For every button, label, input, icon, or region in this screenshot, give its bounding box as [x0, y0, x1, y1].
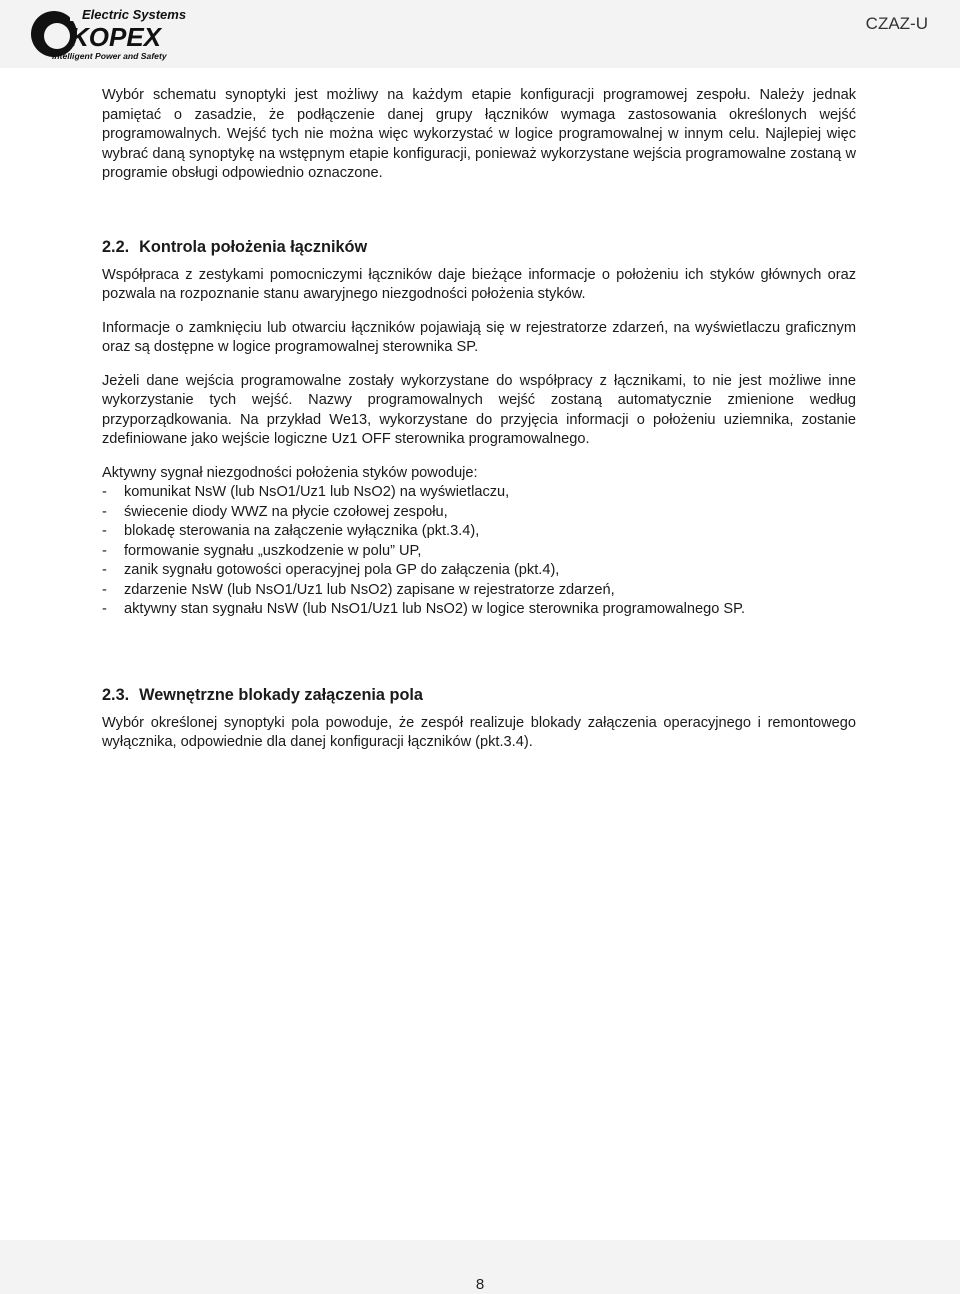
section-number: 2.2.	[102, 237, 130, 256]
list-item: - blokadę sterowania na załączenie wyłącznika (pkt.3.4),	[102, 522, 856, 542]
document-code: CZAZ-U	[865, 14, 928, 33]
list-intro: Aktywny sygnał niezgodności położenia styków powoduje:	[102, 464, 478, 481]
list-item: - formowanie sygnału „uszkodzenie w polu” UP,	[102, 542, 856, 562]
logo-tagline-bottom: Intelligent Power and Safety	[52, 51, 167, 61]
list-item: - zanik sygnału gotowości operacyjnej pola GP do załączenia (pkt.4),	[102, 561, 856, 581]
logo-brand: KOPEX	[70, 22, 162, 52]
section-2-3-heading	[102, 684, 856, 706]
list-item: - aktywny stan sygnału NsW (lub NsO1/Uz1 lub NsO2) w logice sterownika programowalnego SP.	[102, 600, 856, 620]
intro-text-2: Najlepiej więc wybrać daną synoptykę na wstępnym etapie konfiguracji, ponieważ wykorzystane wejścia programowalne zostaną w programie obsługi odpowiednio oznaczone.	[102, 126, 856, 181]
list-item: - komunikat NsW (lub NsO1/Uz1 lub NsO2) na wyświetlaczu,	[102, 483, 856, 503]
page-content	[102, 86, 856, 753]
kopex-logo	[30, 2, 200, 64]
intro-paragraph	[102, 86, 856, 184]
paragraph: Współpraca z zestykami pomocniczymi łączników daje bieżące informacje o położeniu ich styków głównych oraz pozwala na rozpoznanie stanu awaryjnego niezgodności położenia styków.	[102, 266, 856, 302]
section-title: Wewnętrzne blokady załączenia pola	[139, 685, 423, 704]
logo-tagline-top: Electric Systems	[82, 7, 187, 22]
paragraph: Wybór określonej synoptyki pola powoduje, że zespół realizuje blokady załączenia operacyjnego i remontowego wyłącznika, odpowiednie dla danej konfiguracji łączników (pkt.3.4).	[102, 714, 856, 750]
page-header	[0, 0, 960, 68]
list-item: - świecenie diody WWZ na płycie czołowej zespołu,	[102, 503, 856, 523]
paragraph: Informacje o zamknięciu lub otwarciu łączników pojawiają się w rejestratorze zdarzeń, na wyświetlaczu graficznym oraz są dostępne w logice programowalnej sterownika SP.	[102, 319, 856, 355]
intro-text-1: Wybór schematu synoptyki jest możliwy na każdym etapie konfiguracji programowej zespołu. Należy jednak pamiętać o zasadzie, że podłączenie danej grupy łączników wymaga zastosowania określonych wejść programowalnych. Wejść tych nie można więc wykorzystać w logice programowalnej w innym celu.	[102, 87, 856, 142]
list-item: - zdarzenie NsW (lub NsO1/Uz1 lub NsO2) zapisane w rejestratorze zdarzeń,	[102, 581, 856, 601]
page-footer	[0, 1240, 960, 1294]
page-number: 8	[475, 1276, 485, 1293]
section-title: Kontrola położenia łączników	[139, 237, 368, 256]
section-2-2-heading	[102, 236, 856, 258]
effects-list	[102, 483, 856, 620]
paragraph: Jeżeli dane wejścia programowalne zostały wykorzystane do współpracy z łącznikami, to nie jest możliwe inne wykorzystanie tych wejść. Nazwy programowalnych wejść zostaną automatycznie zmienione według przyporządkowania. Na przykład We13, wykorzystane do przyjęcia informacji o położeniu uziemnika, zostanie zdefiniowane jako wejście logiczne Uz1 OFF sterownika programowalnego.	[102, 372, 856, 447]
section-number: 2.3.	[102, 685, 130, 704]
